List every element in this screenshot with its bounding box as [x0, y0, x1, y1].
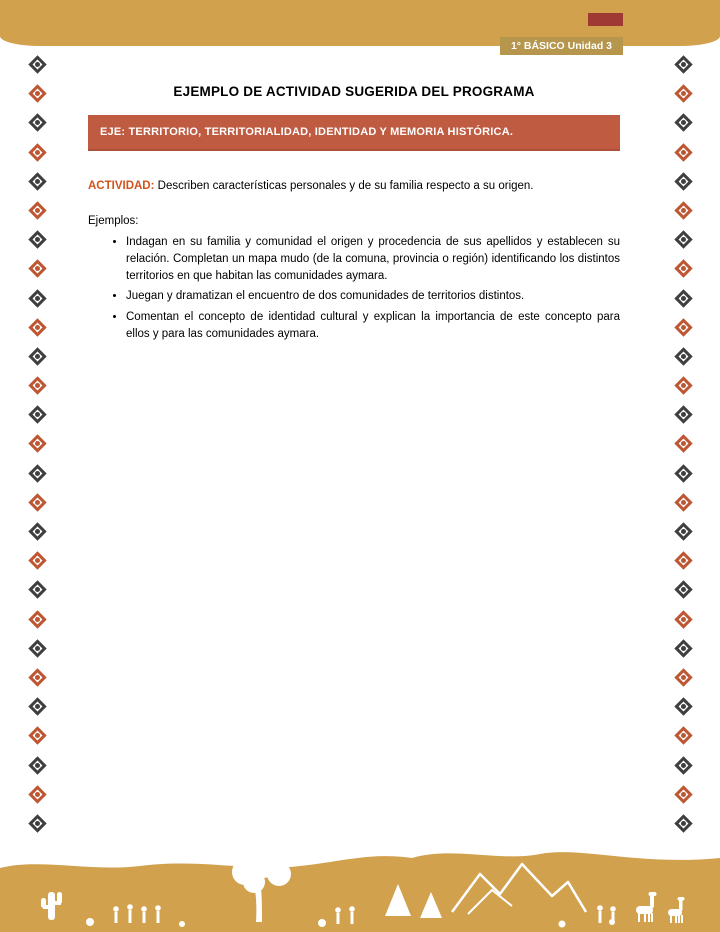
- ornament-motif-icon: [28, 814, 46, 832]
- right-ornament-border: [668, 58, 698, 830]
- actividad-label: ACTIVIDAD:: [88, 180, 155, 192]
- ornament-motif-icon: [674, 756, 692, 774]
- ornament-motif-icon: [28, 260, 46, 278]
- ornament-motif-icon: [674, 347, 692, 365]
- eje-banner: [88, 115, 620, 151]
- list-item: • Juegan y dramatizan el encuentro de dos comunidades de territorios distintos.: [126, 288, 620, 305]
- list-item: • Indagan en su familia y comunidad el origen y procedencia de sus apellidos y establecen su relación. Completan un mapa mudo (de la comuna, provincia o región) identificando los distintos territorios en que habitan las comunidades aymara.: [126, 234, 620, 286]
- ornament-motif-icon: [674, 55, 692, 73]
- ornament-motif-icon: [674, 318, 692, 336]
- ornament-motif-icon: [28, 406, 46, 424]
- ornament-motif-icon: [28, 639, 46, 657]
- ornament-motif-icon: [674, 114, 692, 132]
- ornament-motif-icon: [674, 522, 692, 540]
- corner-tab: [588, 13, 623, 26]
- ornament-motif-icon: [28, 289, 46, 307]
- examples-list: [88, 234, 620, 344]
- ornament-motif-icon: [28, 668, 46, 686]
- ornament-motif-icon: [674, 143, 692, 161]
- ornament-motif-icon: [28, 551, 46, 569]
- left-ornament-border: [22, 58, 52, 830]
- ornament-motif-icon: [674, 201, 692, 219]
- content-area: [88, 84, 620, 346]
- footer-illustration: [0, 832, 720, 932]
- ornament-motif-icon: [674, 639, 692, 657]
- ornament-motif-icon: [674, 610, 692, 628]
- footer-band: [0, 832, 720, 932]
- ornament-motif-icon: [28, 493, 46, 511]
- ornament-motif-icon: [674, 697, 692, 715]
- ornament-motif-icon: [28, 376, 46, 394]
- ornament-motif-icon: [28, 727, 46, 745]
- ornament-motif-icon: [674, 493, 692, 511]
- unit-label: 1° BÁSICO Unidad 3: [500, 37, 623, 55]
- actividad-text: Describen características personales y de su familia respecto a su origen.: [157, 180, 534, 192]
- eje-banner-text: EJE: TERRITORIO, TERRITORIALIDAD, IDENTIDAD Y MEMORIA HISTÓRICA.: [100, 126, 514, 138]
- ornament-motif-icon: [28, 785, 46, 803]
- ejemplos-label: Ejemplos:: [88, 214, 139, 227]
- page-title: EJEMPLO DE ACTIVIDAD SUGERIDA DEL PROGRAMA: [173, 84, 535, 99]
- ornament-motif-icon: [28, 172, 46, 190]
- actividad-paragraph: [88, 178, 620, 195]
- ornament-motif-icon: [28, 55, 46, 73]
- list-item: • Comentan el concepto de identidad cultural y explican la importancia de este concepto para ellos y para las comunidades aymara.: [126, 309, 620, 344]
- ornament-motif-icon: [674, 260, 692, 278]
- ornament-motif-icon: [674, 84, 692, 102]
- ornament-motif-icon: [28, 84, 46, 102]
- ornament-motif-icon: [674, 727, 692, 745]
- ornament-motif-icon: [674, 435, 692, 453]
- ornament-motif-icon: [28, 201, 46, 219]
- ornament-motif-icon: [674, 668, 692, 686]
- ornament-motif-icon: [674, 376, 692, 394]
- ornament-motif-icon: [674, 785, 692, 803]
- ornament-motif-icon: [674, 581, 692, 599]
- ornament-motif-icon: [674, 464, 692, 482]
- ornament-motif-icon: [28, 435, 46, 453]
- ornament-motif-icon: [28, 464, 46, 482]
- ornament-motif-icon: [28, 347, 46, 365]
- ornament-motif-icon: [28, 581, 46, 599]
- ornament-motif-icon: [28, 610, 46, 628]
- ornament-motif-icon: [674, 551, 692, 569]
- ornament-motif-icon: [674, 172, 692, 190]
- ornament-motif-icon: [28, 143, 46, 161]
- ornament-motif-icon: [28, 697, 46, 715]
- ornament-motif-icon: [28, 318, 46, 336]
- ornament-motif-icon: [28, 522, 46, 540]
- ornament-motif-icon: [28, 230, 46, 248]
- ornament-motif-icon: [28, 756, 46, 774]
- ornament-motif-icon: [674, 230, 692, 248]
- ornament-motif-icon: [28, 114, 46, 132]
- ornament-motif-icon: [674, 406, 692, 424]
- ornament-motif-icon: [674, 289, 692, 307]
- ornament-motif-icon: [674, 814, 692, 832]
